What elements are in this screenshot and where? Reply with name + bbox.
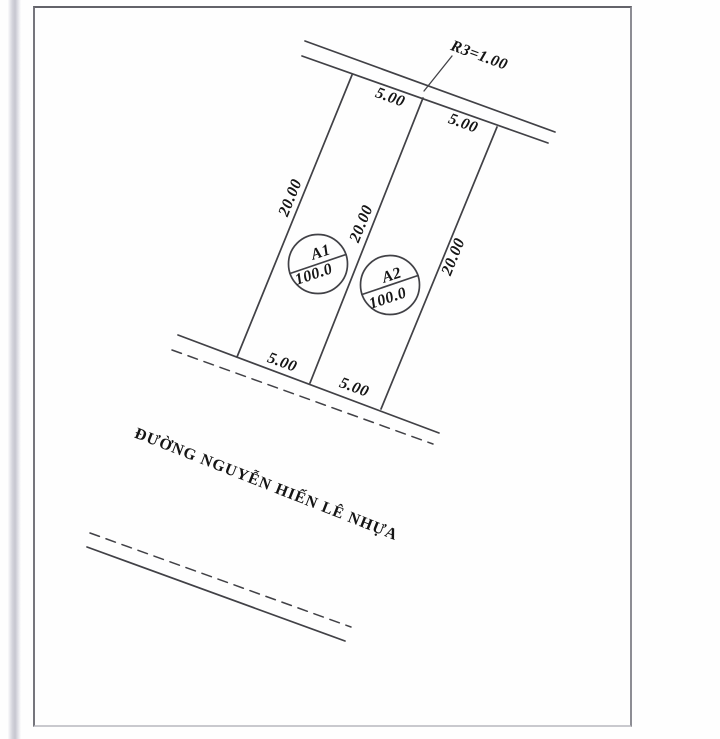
plots-front-boundary-line (178, 335, 439, 433)
plot-a2-frontage-bottom-dim: 5.00 (337, 374, 372, 401)
road-top-outer-line (305, 41, 555, 132)
road-lower-dashed-line (90, 533, 351, 627)
plot-a1-id-label: A1 (308, 241, 333, 264)
radius-annotation-label: R3=1.00 (448, 37, 510, 74)
plot-a1-frontage-bottom-dim: 5.00 (265, 349, 300, 376)
plot-a1-area-label: 100.0 (292, 260, 335, 289)
plot-a2-id-label: A2 (379, 264, 404, 287)
radius-leader-line (424, 56, 452, 91)
plot-a2-area-label: 100.0 (366, 284, 409, 313)
plot-a1-left-depth-dim: 20.00 (275, 176, 306, 219)
plot-a1-left-boundary-line (237, 75, 352, 357)
plot-a2-right-depth-dim: 20.00 (438, 235, 469, 278)
road-edge-dashed-line (172, 350, 433, 444)
plot-a2-frontage-top-dim: 5.00 (446, 110, 481, 137)
road-lower-solid-line (87, 547, 345, 641)
plot-a1-frontage-top-dim: 5.00 (373, 84, 408, 111)
road-top-inner-line (302, 56, 548, 143)
road-name-label: ĐƯỜNG NGUYỄN HIẾN LÊ NHỰA (132, 425, 401, 545)
plot-divider-depth-dim: 20.00 (346, 202, 377, 245)
